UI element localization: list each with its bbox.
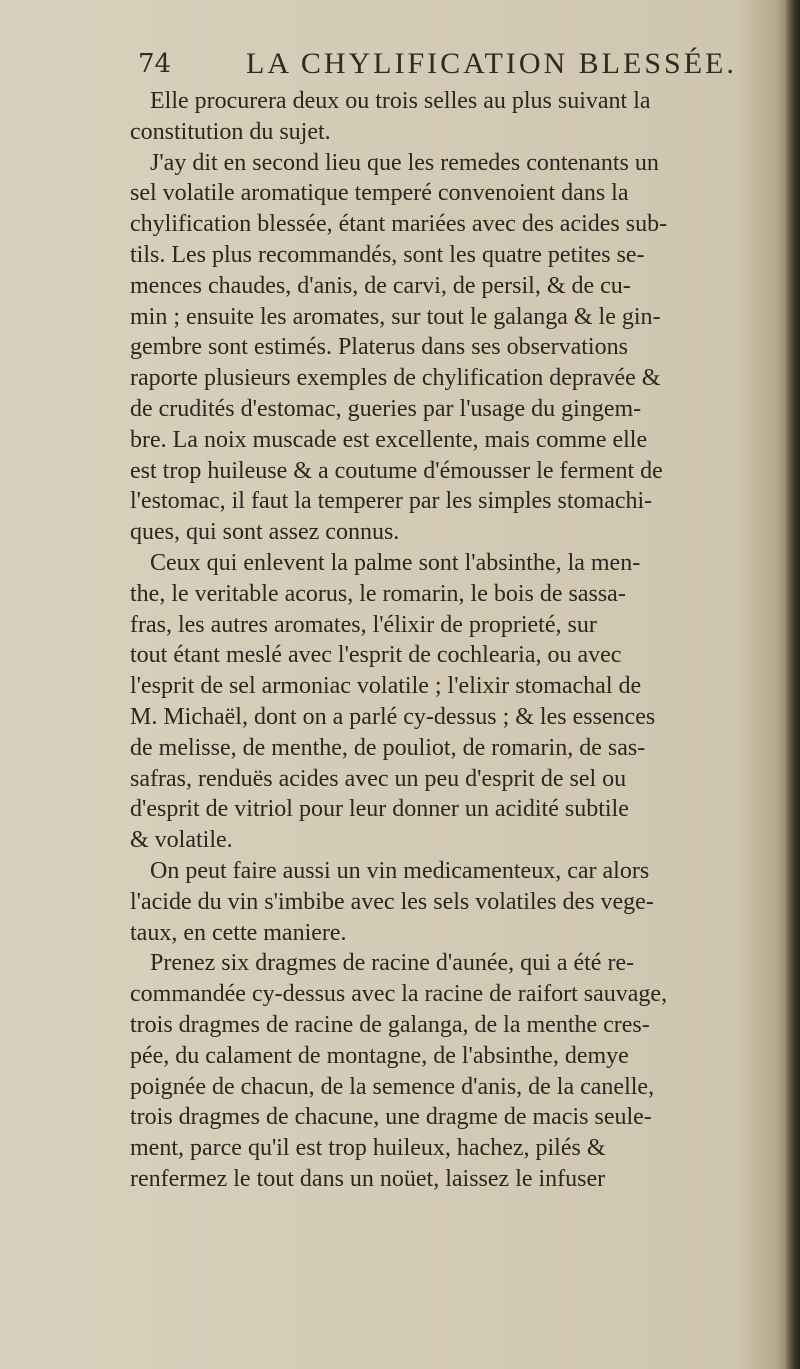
page-number: 74	[138, 49, 172, 79]
running-title: LA CHYLIFICATION BLESSÉE.	[246, 47, 737, 80]
page-header	[138, 45, 768, 85]
text-line: chylification blessée, étant mariées avec des acides sub-	[130, 211, 668, 238]
text-line: l'esprit de sel armoniac volatile ; l'elixir stomachal de	[130, 673, 642, 700]
text-line: sel volatile aromatique temperé convenoient dans la	[130, 180, 629, 207]
text-line: tout étant meslé avec l'esprit de cochlearia, ou avec	[130, 642, 622, 669]
text-line: & volatile.	[130, 827, 233, 854]
text-line: de crudités d'estomac, gueries par l'usage du gingem-	[130, 395, 642, 422]
text-line: renfermez le tout dans un noüet, laissez le infuser	[130, 1165, 606, 1192]
text-line: raporte plusieurs exemples de chylification depravée &	[130, 365, 661, 392]
text-line: de melisse, de menthe, de pouliot, de romarin, de sas-	[130, 734, 646, 761]
text-line: ques, qui sont assez connus.	[130, 519, 400, 546]
text-line: trois dragmes de chacune, une dragme de macis seule-	[130, 1104, 652, 1131]
text-line: On peut faire aussi un vin medicamenteux, car alors	[150, 857, 650, 884]
text-line: poignée de chacun, de la semence d'anis, de la canelle,	[130, 1073, 655, 1100]
text-line: l'acide du vin s'imbibe avec les sels volatiles des vege-	[130, 888, 654, 915]
text-line: pée, du calament de montagne, de l'absinthe, demye	[130, 1042, 629, 1069]
text-line: Prenez six dragmes de racine d'aunée, qui a été re-	[150, 950, 635, 977]
text-line: Elle procurera deux ou trois selles au plus suivant la	[150, 88, 651, 114]
text-line: l'estomac, il faut la temperer par les simples stomachi-	[130, 488, 653, 515]
text-line: trois dragmes de racine de galanga, de la menthe cres-	[130, 1011, 650, 1038]
text-line: M. Michaël, dont on a parlé cy-dessus ; & les essences	[130, 703, 656, 730]
text-line: d'esprit de vitriol pour leur donner un acidité subtile	[130, 796, 629, 823]
text-line: est trop huileuse & a coutume d'émousser le ferment de	[130, 457, 663, 484]
text-line: Ceux qui enlevent la palme sont l'absinthe, la men-	[150, 549, 641, 576]
body-text	[130, 86, 770, 1195]
text-line: tils. Les plus recommandés, sont les quatre petites se-	[130, 241, 645, 268]
text-line: gembre sont estimés. Platerus dans ses observations	[130, 334, 628, 361]
page-edge-shadow	[786, 0, 800, 1369]
text-line: taux, en cette maniere.	[130, 919, 347, 946]
text-line: J'ay dit en second lieu que les remedes contenants un	[150, 149, 659, 176]
text-line: commandée cy-dessus avec la racine de raifort sauvage,	[130, 981, 668, 1008]
text-line: safras, renduës acides avec un peu d'esprit de sel ou	[130, 765, 627, 792]
text-line: the, le veritable acorus, le romarin, le bois de sassa-	[130, 580, 626, 607]
text-line: min ; ensuite les aromates, sur tout le galanga & le gin-	[130, 303, 661, 330]
text-line: mences chaudes, d'anis, de carvi, de persil, & de cu-	[130, 272, 631, 299]
text-line: bre. La noix muscade est excellente, mais comme elle	[130, 426, 648, 453]
text-line: constitution du sujet.	[130, 118, 331, 145]
text-line: fras, les autres aromates, l'élixir de proprieté, sur	[130, 611, 597, 638]
text-line: ment, parce qu'il est trop huileux, hachez, pilés &	[130, 1135, 606, 1162]
